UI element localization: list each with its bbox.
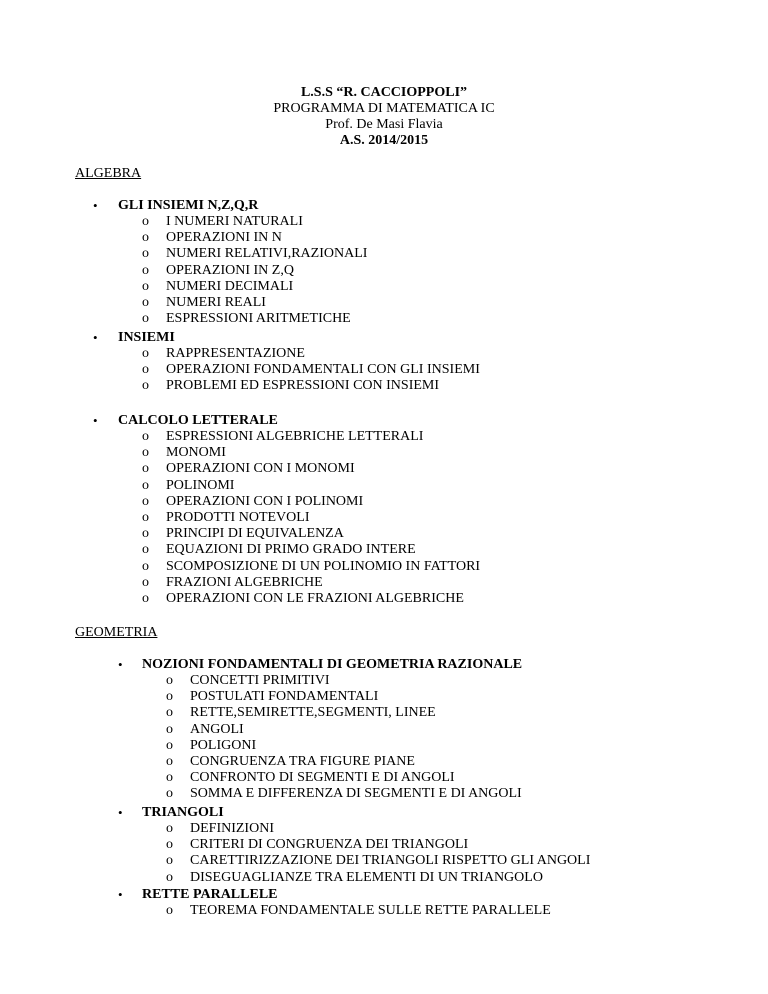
list-item [142, 246, 368, 262]
list-item-label: FRAZIONI ALGEBRICHE [166, 574, 323, 590]
topic-items [166, 821, 591, 886]
topic-items [142, 214, 368, 327]
list-item [166, 753, 522, 770]
list-item-label: MONOMI [166, 445, 226, 461]
list-item-label: ESPRESSIONI ALGEBRICHE LETTERALI [166, 429, 424, 444]
list-item-label: RAPPRESENTAZIONE [166, 346, 305, 361]
sub-bullet-icon: o [142, 558, 149, 574]
topic-items [166, 673, 522, 803]
sub-bullet-icon: o [166, 770, 173, 786]
sub-bullet-icon: o [142, 461, 149, 477]
list-item [142, 278, 367, 295]
list-item-label: SOMMA E DIFFERENZA DI SEGMENTI E DI ANGOLI [190, 786, 522, 802]
list-item-label: POLINOMI [166, 477, 235, 493]
list-item-label: CARETTIRIZZAZIONE DEI TRIANGOLI RISPETTO GLI ANGOLI [190, 853, 591, 869]
list-item [142, 214, 367, 230]
list-item-label: RETTE,SEMIRETTE,SEGMENTI, LINEE [190, 705, 436, 721]
list-item [142, 262, 367, 279]
bullet-icon: • [93, 330, 98, 345]
sub-bullet-icon: o [166, 853, 173, 869]
list-item [166, 737, 522, 754]
sub-bullet-icon: o [166, 821, 173, 836]
list-item [142, 378, 480, 394]
list-item [142, 445, 480, 461]
sub-bullet-icon: o [142, 311, 149, 327]
sub-bullet-icon: o [166, 689, 173, 705]
topic-items [142, 429, 481, 607]
section-title-geometria: GEOMETRIA [75, 625, 158, 640]
topic-items [166, 903, 551, 919]
list-item [142, 590, 480, 607]
sub-bullet-icon: o [142, 526, 149, 542]
sub-bullet-icon: o [142, 294, 149, 310]
list-item [166, 821, 590, 837]
list-item [142, 461, 480, 477]
sub-bullet-icon: o [142, 477, 149, 493]
list-item-label: OPERAZIONI CON I POLINOMI [166, 493, 364, 509]
list-item [142, 558, 481, 575]
sub-bullet-icon: o [166, 737, 173, 753]
list-item [166, 705, 522, 721]
topic-title: TRIANGOLI [142, 805, 224, 820]
document-header [0, 85, 768, 149]
bullet-icon: • [93, 198, 98, 213]
list-item [142, 294, 367, 311]
section-title-algebra: ALGEBRA [75, 166, 142, 181]
list-item-label: CONFRONTO DI SEGMENTI E DI ANGOLI [190, 770, 455, 786]
list-item-label: DEFINIZIONI [190, 821, 274, 836]
list-item [142, 542, 480, 558]
sub-bullet-icon: o [142, 509, 149, 525]
teacher-name: Prof. De Masi Flavia [325, 117, 443, 132]
sub-bullet-icon: o [142, 230, 149, 246]
bullet-icon: • [118, 887, 123, 902]
topic-title: CALCOLO LETTERALE [118, 413, 278, 428]
list-item-label: I NUMERI NATURALI [166, 214, 303, 229]
list-item [142, 362, 480, 378]
list-item-label: ANGOLI [190, 721, 244, 737]
sub-bullet-icon: o [142, 214, 149, 229]
sub-bullet-icon: o [142, 542, 149, 558]
list-item [166, 721, 522, 738]
sub-bullet-icon: o [142, 574, 149, 590]
list-item-label: NUMERI DECIMALI [166, 278, 294, 294]
sub-bullet-icon: o [142, 493, 149, 509]
list-item [142, 509, 480, 526]
list-item-label: PROBLEMI ED ESPRESSIONI CON INSIEMI [166, 378, 440, 394]
list-item-label: OPERAZIONI CON I MONOMI [166, 461, 355, 477]
sub-bullet-icon: o [166, 869, 173, 885]
sub-bullet-icon: o [166, 673, 173, 688]
school-name: L.S.S “R. CACCIOPPOLI” [300, 85, 468, 100]
sub-bullet-icon: o [142, 445, 149, 461]
list-item [142, 230, 367, 246]
list-item-label: POSTULATI FONDAMENTALI [190, 689, 379, 705]
list-item [142, 311, 367, 327]
program-title: PROGRAMMA DI MATEMATICA IC [273, 101, 495, 116]
list-item-label: ESPRESSIONI ARITMETICHE [166, 311, 351, 327]
list-item [142, 493, 480, 510]
topic-title: NOZIONI FONDAMENTALI DI GEOMETRIA RAZIONALE [142, 657, 523, 672]
list-item-label: DISEGUAGLIANZE TRA ELEMENTI DI UN TRIANGOLO [190, 869, 543, 885]
list-item-label: NUMERI REALI [166, 294, 266, 310]
list-item [166, 903, 551, 919]
list-item [166, 770, 522, 786]
list-item-label: OPERAZIONI FONDAMENTALI CON GLI INSIEMI [166, 362, 480, 378]
bullet-icon: • [118, 805, 123, 820]
list-item [166, 869, 590, 886]
sub-bullet-icon: o [166, 705, 173, 721]
list-item [142, 429, 480, 445]
list-item-label: POLIGONI [190, 737, 257, 753]
sub-bullet-icon: o [142, 346, 149, 361]
school-year: A.S. 2014/2015 [339, 133, 429, 148]
topic-title: RETTE PARALLELE [142, 887, 278, 902]
sub-bullet-icon: o [142, 362, 149, 378]
sub-bullet-icon: o [166, 837, 173, 853]
topic-items [142, 346, 480, 395]
list-item-label: TEOREMA FONDAMENTALE SULLE RETTE PARALLELE [190, 903, 551, 918]
topic-title: GLI INSIEMI N,Z,Q,R [118, 198, 259, 213]
sub-bullet-icon: o [142, 246, 149, 262]
list-item [166, 673, 522, 689]
sub-bullet-icon: o [142, 429, 149, 444]
list-item-label: CONCETTI PRIMITIVI [190, 673, 330, 688]
sub-bullet-icon: o [142, 378, 149, 394]
list-item [142, 346, 480, 362]
list-item-label: CRITERI DI CONGRUENZA DEI TRIANGOLI [190, 837, 469, 853]
bullet-icon: • [118, 657, 123, 672]
list-item-label: CONGRUENZA TRA FIGURE PIANE [190, 753, 415, 769]
list-item [142, 574, 480, 591]
sub-bullet-icon: o [142, 262, 149, 278]
list-item [142, 477, 480, 494]
sub-bullet-icon: o [166, 903, 173, 918]
topic-title: INSIEMI [118, 330, 175, 345]
list-item [142, 526, 480, 542]
sub-bullet-icon: o [166, 753, 173, 769]
list-item [166, 689, 522, 705]
list-item-label: PRINCIPI DI EQUIVALENZA [166, 526, 344, 542]
list-item-label: OPERAZIONI IN N [166, 230, 282, 246]
list-item-label: PRODOTTI NOTEVOLI [166, 509, 310, 525]
list-item-label: OPERAZIONI IN Z,Q [166, 262, 294, 278]
sub-bullet-icon: o [142, 278, 149, 294]
list-item-label: OPERAZIONI CON LE FRAZIONI ALGEBRICHE [166, 590, 464, 606]
list-item-label: SCOMPOSIZIONE DI UN POLINOMIO IN FATTORI [166, 558, 481, 574]
list-item [166, 837, 590, 853]
list-item [166, 853, 591, 869]
list-item [166, 786, 522, 802]
bullet-icon: • [93, 413, 98, 428]
sub-bullet-icon: o [142, 590, 149, 606]
sub-bullet-icon: o [166, 786, 173, 802]
list-item-label: EQUAZIONI DI PRIMO GRADO INTERE [166, 542, 416, 558]
sub-bullet-icon: o [166, 721, 173, 737]
list-item-label: NUMERI RELATIVI,RAZIONALI [166, 246, 368, 262]
